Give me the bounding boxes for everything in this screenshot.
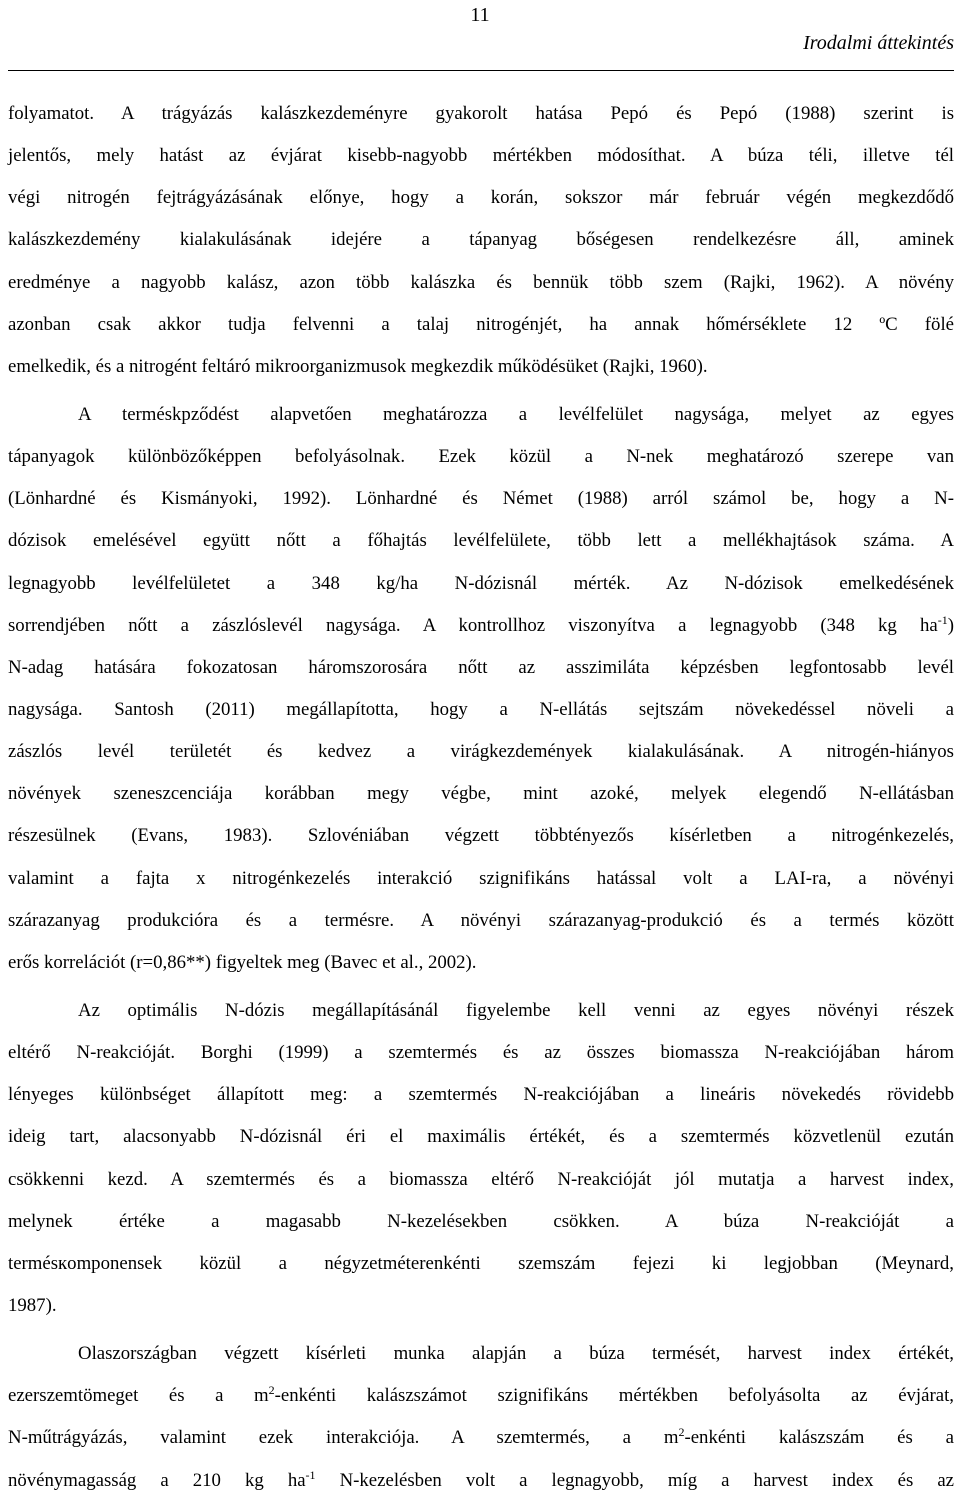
text-line: melynek értéke a magasabb N-kezelésekben csökken. A búza N-reakcióját a	[8, 1210, 954, 1232]
text-line: emelkedik, és a nitrogént feltáró mikroorganizmusok megkezdik működésüket (Rajki, 1960).	[8, 355, 708, 377]
header-divider	[8, 70, 954, 71]
text-line	[8, 1417, 954, 1459]
paragraph	[8, 1333, 954, 1502]
text-segment: -enkénti kalászszámot szignifikáns mértékben befolyásolta az évjárat,	[274, 1385, 954, 1407]
text-line	[8, 605, 954, 647]
body-text	[8, 93, 954, 1502]
text-line: eredménye a nagyobb kalász, azon több kalászka és bennük több szem (Rajki, 1962). A növény	[8, 271, 954, 293]
text-line: lényeges különbséget állapított meg: a szemtermés N-reakciójában a lineáris növekedés rövidebb	[8, 1084, 954, 1106]
text-line: valamint a fajta x nitrogénkezelés interakció szignifikáns hatással volt a LAI-ra, a növényi	[8, 867, 954, 889]
superscript: -1	[937, 612, 948, 627]
text-segment: növénymagasság a 210 kg ha	[8, 1469, 306, 1491]
text-segment: ezerszemtömeget és a m	[8, 1385, 269, 1407]
text-segment: N-műtrágyázás, valamint ezek interakciója. A szemtermés, a m	[8, 1427, 679, 1449]
text-segment: sorrendjében nőtt a zászlóslevél nagysága. A kontrollhoz viszonyítva a legnagyobb (348 kg ha	[8, 614, 938, 636]
text-line: 1987).	[8, 1294, 57, 1316]
text-line: A terméskpződést alapvetően meghatározza a levélfelület nagysága, melyet az egyes	[78, 403, 954, 425]
text-line: folyamatot. A trágyázás kalászkezdeményre gyakorolt hatása Pepó és Pepó (1988) szerint is	[8, 103, 954, 124]
text-line	[8, 1375, 954, 1417]
text-line: ideig tart, alacsonyabb N-dózisnál éri el maximális értékét, és a szemtermés közvetlenül ezután	[8, 1126, 954, 1148]
text-segment: )	[947, 614, 954, 636]
superscript: -1	[305, 1467, 316, 1482]
paragraph	[8, 394, 954, 984]
text-line: erős korrelációt (r=0,86**) figyeltek meg (Bavec et al., 2002).	[8, 951, 477, 973]
running-title: Irodalmi áttekintés	[803, 32, 954, 54]
text-line: kalászkezdemény kialakulásának idejére a tápanyag bőségesen rendelkezésre áll, aminek	[8, 229, 954, 251]
text-line: tápanyagok különbözőképpen befolyásolnak. Ezek közül a N-nek meghatározó szerepe van	[8, 446, 954, 468]
text-line: növények szeneszcenciája korábban megy végbe, mint azoké, melyek elegendő N-ellátásban	[8, 783, 954, 805]
text-line: (Lönhardné és Kismányoki, 1992). Lönhardné és Német (1988) arról számol be, hogy a N-	[8, 488, 954, 510]
text-line: részesülnek (Evans, 1983). Szlovéniában végzett többtényezős kísérletben a nitrogénkezelés,	[8, 825, 954, 847]
text-line: csökkenni kezd. A szemtermés és a biomassza eltérő N-reakcióját jól mutatja a harvest index,	[8, 1168, 954, 1190]
text-line: Az optimális N-dózis megállapításánál figyelembe kell venni az egyes növényi részek	[78, 999, 954, 1021]
text-line: dózisok emelésével együtt nőtt a főhajtás levélfelülete, több lett a mellékhajtások száma. A	[8, 530, 954, 552]
superscript: 2	[268, 1383, 275, 1398]
text-line: jelentős, mely hatást az évjárat kisebb-nagyobb mértékben módosíthat. A búza téli, illetve tél	[8, 145, 954, 167]
text-line: zászlós levél területét és kedvez a virágkezdemények kialakulásának. A nitrogén-hiányos	[8, 741, 954, 763]
text-line: legnagyobb levélfelületet a 348 kg/ha N-dózisnál mérték. Az N-dózisok emelkedésének	[8, 572, 954, 594]
text-line: szárazanyag produkcióra és a termésre. A növényi szárazanyag-produkció és a termés között	[8, 909, 954, 931]
paragraph	[8, 93, 954, 388]
superscript: 2	[678, 1425, 685, 1440]
text-segment: -enkénti kalászszám és a	[684, 1427, 954, 1449]
page-header	[0, 0, 960, 72]
page-number: 11	[470, 4, 490, 26]
text-line: azonban csak akkor tudja felvenni a talaj nitrogénjét, ha annak hőmérséklete 12 ºC fölé	[8, 313, 954, 335]
text-line	[8, 1460, 954, 1502]
text-line: termésкomponensek közül a négyzetméterenkénti szemszám fejezi ki legjobban (Meynard,	[8, 1252, 954, 1274]
text-line: eltérő N-reakcióját. Borghi (1999) a szemtermés és az összes biomassza N-reakciójában három	[8, 1042, 954, 1064]
text-line: N-adag hatására fokozatosan háromszorosára nőtt az asszimiláta képzésben legfontosabb levél	[8, 656, 954, 678]
text-segment: N-kezelésben volt a legnagyobb, míg a harvest index és az	[315, 1469, 954, 1491]
text-line: nagysága. Santosh (2011) megállapította, hogy a N-ellátás sejtszám növekedéssel növeli a	[8, 698, 954, 720]
text-line: végi nitrogén fejtrágyázásának előnye, hogy a korán, sokszor már február végén megkezdődő	[8, 187, 954, 209]
paragraph	[8, 990, 954, 1327]
text-line: Olaszországban végzett kísérleti munka alapján a búza termését, harvest index értékét,	[78, 1343, 954, 1365]
